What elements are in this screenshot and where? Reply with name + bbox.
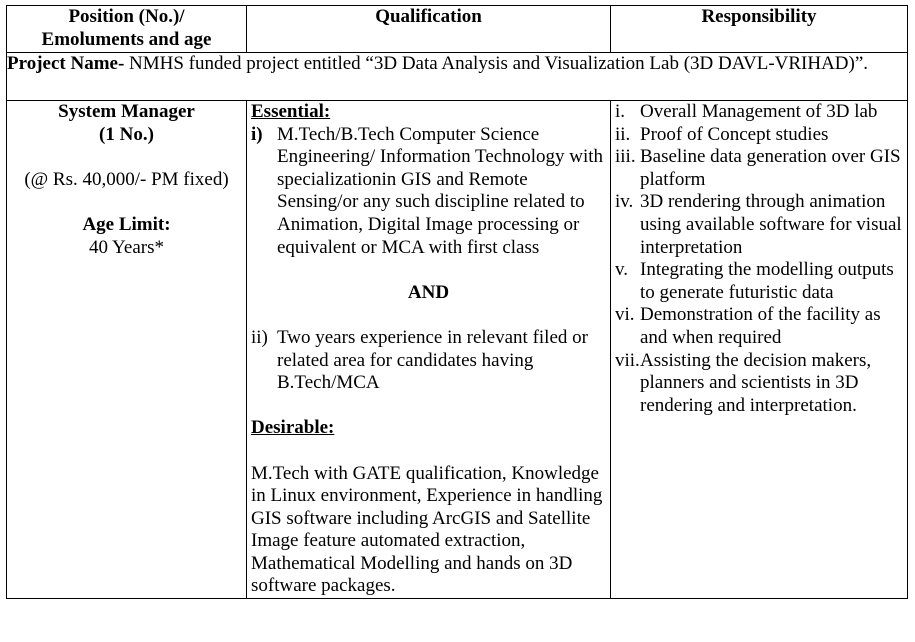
responsibility-number: vi.: [615, 304, 635, 326]
responsibility-number: i.: [615, 101, 626, 122]
position-row: [7, 101, 908, 599]
project-row: [7, 53, 908, 101]
essential-item-1-text: M.Tech/B.Tech Computer Science Engineering/ Information Technology with specializationin GIS and Remote Sensing/or any such discipline related to Animation, Digital Image processing or equivalent or MCA with first class: [277, 123, 603, 258]
responsibility-item: [615, 259, 907, 304]
age-limit-value: 40 Years*: [89, 236, 164, 258]
responsibility-text: Assisting the decision makers, planners and scientists in 3D rendering and interpretation.: [640, 349, 872, 416]
project-name-cell: [7, 53, 908, 101]
responsibility-number: v.: [615, 259, 629, 281]
essential-item-2-number: ii): [251, 326, 268, 348]
responsibility-list: [615, 101, 907, 417]
header-row: [7, 6, 908, 53]
responsibility-item: [615, 146, 907, 191]
responsibility-text: Overall Management of 3D lab: [640, 101, 878, 122]
essential-label: Essential:: [251, 101, 331, 122]
qualification-cell: [247, 101, 611, 599]
essential-item-1: [251, 124, 606, 260]
responsibility-text: Proof of Concept studies: [640, 123, 829, 145]
recruitment-table: [6, 5, 908, 599]
responsibility-item: [615, 304, 907, 349]
responsibility-text: Baseline data generation over GIS platform: [640, 146, 901, 190]
responsibility-text: Demonstration of the facility as and when required: [640, 304, 881, 348]
position-count: (1 No.): [99, 123, 154, 145]
responsibility-item: [615, 101, 907, 124]
header-position-line-1: Position (No.)/: [68, 6, 185, 27]
responsibility-cell: [611, 101, 908, 599]
desirable-label: Desirable:: [251, 417, 335, 439]
responsibility-number: vii.: [615, 349, 640, 371]
and-separator: AND: [407, 281, 450, 303]
desirable-text: M.Tech with GATE qualification, Knowledge in Linux environment, Experience in handling GIS software including ArcGIS and Satellite Image feature automated extraction, Mathematical Modelling and hands on 3D software packages.: [251, 462, 603, 597]
essential-item-2: [251, 327, 606, 395]
responsibility-number: iv.: [615, 191, 634, 213]
header-position-line-2: Emoluments and age: [41, 28, 212, 50]
project-name-text: NMHS funded project entitled “3D Data Analysis and Visualization Lab (3D DAVL-VRIHAD)”.: [124, 53, 869, 74]
essential-item-2-text: Two years experience in relevant filed or related area for candidates having B.Tech/MCA: [277, 326, 588, 394]
position-cell: [7, 101, 247, 599]
position-title: System Manager: [58, 101, 195, 122]
responsibility-text: 3D rendering through animation using available software for visual interpretation: [640, 191, 902, 258]
essential-item-1-number: i): [251, 123, 263, 145]
responsibility-item: [615, 124, 907, 147]
project-name-label: Project Name-: [7, 53, 125, 74]
responsibility-number: iii.: [615, 146, 636, 168]
header-position: [7, 6, 247, 53]
responsibility-item: [615, 350, 907, 418]
responsibility-item: [615, 191, 907, 259]
header-qualification: Qualification: [247, 6, 611, 53]
header-responsibility: Responsibility: [611, 6, 908, 53]
responsibility-text: Integrating the modelling outputs to generate futuristic data: [640, 259, 894, 303]
age-limit-label: Age Limit:: [82, 213, 171, 235]
position-pay: (@ Rs. 40,000/- PM fixed): [24, 168, 229, 190]
responsibility-number: ii.: [615, 123, 631, 145]
